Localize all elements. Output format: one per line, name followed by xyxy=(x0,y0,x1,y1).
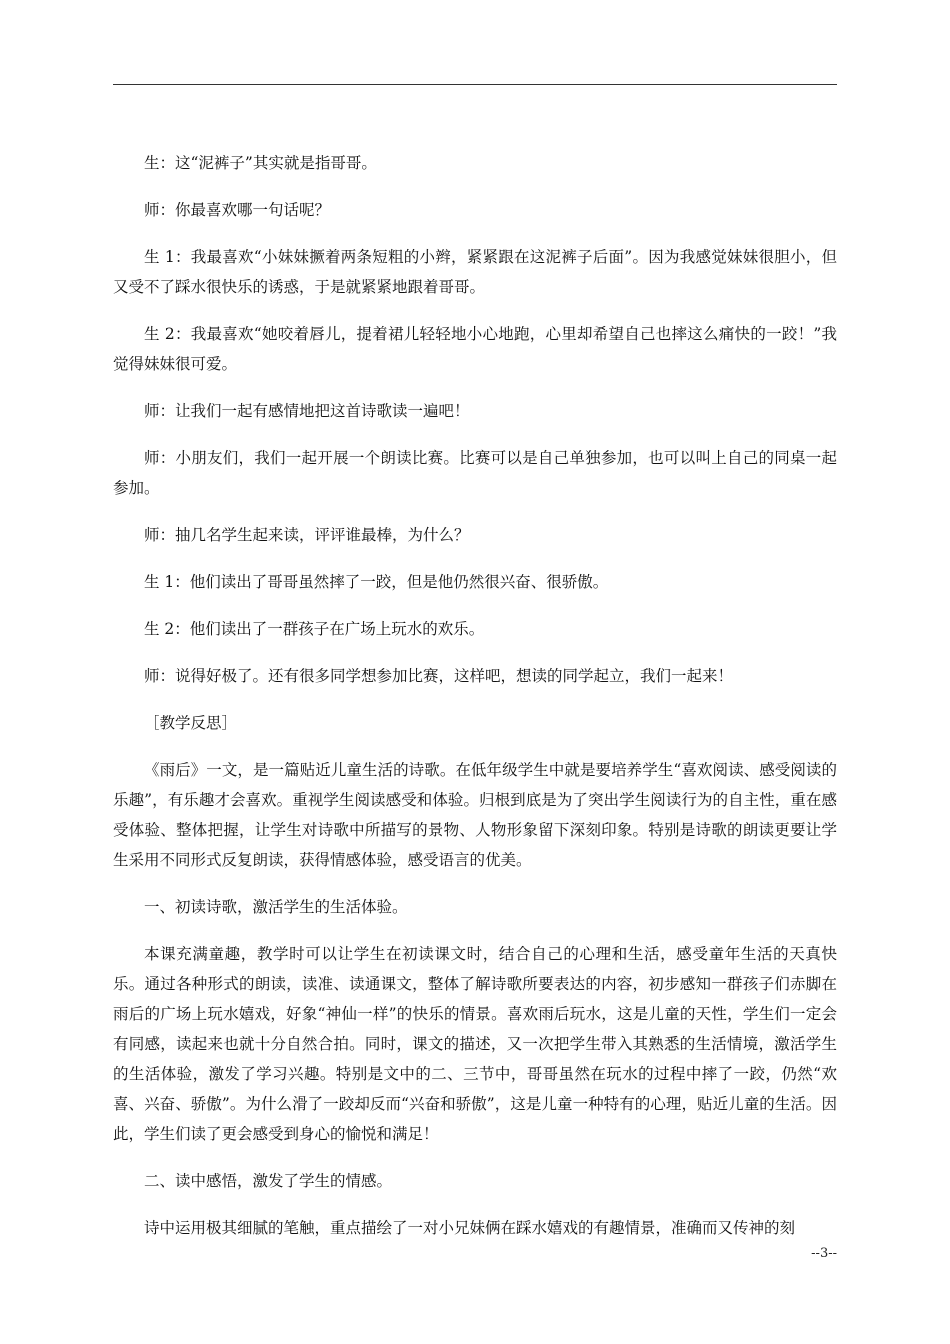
document-body xyxy=(113,148,837,1260)
paragraph: 生 2：我最喜欢“她咬着唇儿，提着裙儿轻轻地小心地跑，心里却希望自己也摔这么痛快的一跤！”我觉得妹妹很可爱。 xyxy=(113,325,837,373)
paragraph: 《雨后》一文，是一篇贴近儿童生活的诗歌。在低年级学生中就是要培养学生“喜欢阅读、感受阅读的乐趣”，有乐趣才会喜欢。重视学生阅读感受和体验。归根到底是为了突出学生阅读行为的自主性，重在感受体验、整体把握，让学生对诗歌中所描写的景物、人物形象留下深刻印象。特别是诗歌的朗读更要让学生采用不同形式反复朗读，获得情感体验，感受语言的优美。 xyxy=(113,761,837,869)
header-rule xyxy=(113,84,837,85)
paragraph: 师：抽几名学生起来读，评评谁最棒，为什么？ xyxy=(144,526,470,544)
paragraph: 生：这“泥裤子”其实就是指哥哥。 xyxy=(144,154,377,172)
paragraph: 本课充满童趣，教学时可以让学生在初读课文时，结合自己的心理和生活，感受童年生活的天真快乐。通过各种形式的朗读，读准、读通课文，整体了解诗歌所要表达的内容，初步感知一群孩子们赤脚在雨后的广场上玩水嬉戏，好象“神仙一样”的快乐的情景。喜欢雨后玩水，这是儿童的天性，学生们一定会有同感，读起来也就十分自然合拍。同时，课文的描述，又一次把学生带入其熟悉的生活情境，激活学生的生活体验，激发了学习兴趣。特别是文中的二、三节中，哥哥虽然在玩水的过程中摔了一跤，仍然“欢喜、兴奋、骄傲”。为什么滑了一跤却反而“兴奋和骄傲”，这是儿童一种特有的心理，贴近儿童的生活。因此，学生们读了更会感受到身心的愉悦和满足！ xyxy=(113,945,837,1143)
paragraph: 师：小朋友们，我们一起开展一个朗读比赛。比赛可以是自己单独参加，也可以叫上自己的同桌一起参加。 xyxy=(113,449,837,497)
paragraph: 师：让我们一起有感情地把这首诗歌读一遍吧！ xyxy=(144,402,470,420)
section-heading: 二、读中感悟，激发了学生的情感。 xyxy=(144,1172,393,1190)
paragraph: 生 2：他们读出了一群孩子在广场上玩水的欢乐。 xyxy=(144,620,485,638)
paragraph: 诗中运用极其细腻的笔触，重点描绘了一对小兄妹俩在踩水嬉戏的有趣情景，准确而又传神的刻 xyxy=(144,1219,796,1237)
paragraph: 师：你最喜欢哪一句话呢？ xyxy=(144,201,331,219)
section-heading: 一、初读诗歌，激活学生的生活体验。 xyxy=(144,898,408,916)
section-heading: ［教学反思］ xyxy=(144,714,238,732)
paragraph: 师：说得好极了。还有很多同学想参加比赛，这样吧，想读的同学起立，我们一起来！ xyxy=(144,667,734,685)
page-number: --3-- xyxy=(811,1246,837,1261)
paragraph: 生 1：他们读出了哥哥虽然摔了一跤，但是他仍然很兴奋、很骄傲。 xyxy=(144,573,609,591)
paragraph: 生 1：我最喜欢“小妹妹撅着两条短粗的小辫，紧紧跟在这泥裤子后面”。因为我感觉妹妹很胆小，但又受不了踩水很快乐的诱惑，于是就紧紧地跟着哥哥。 xyxy=(113,248,837,296)
